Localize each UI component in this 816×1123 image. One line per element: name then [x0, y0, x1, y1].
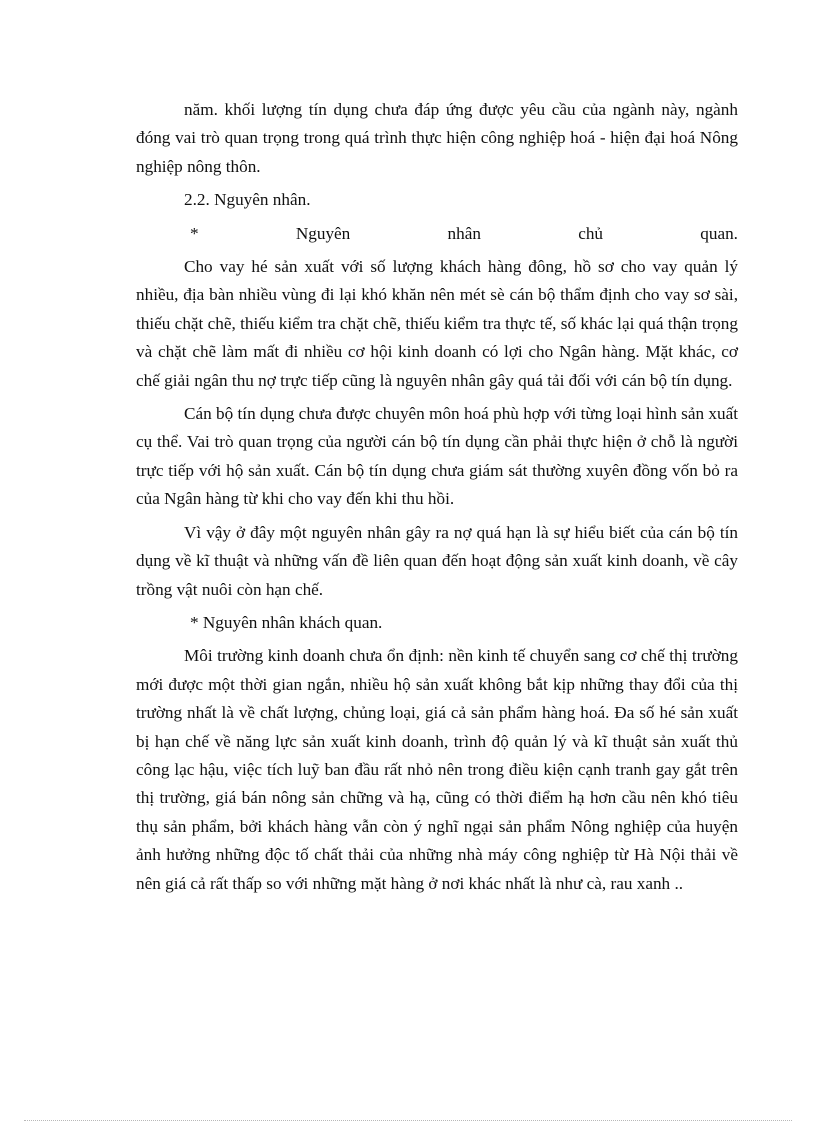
- bullet-asterisk: *: [190, 223, 199, 243]
- objective-cause-heading: * Nguyên nhân khách quan.: [190, 612, 383, 632]
- document-body: [136, 96, 738, 903]
- paragraph-subjective-1: Cho vay hé sản xuất với số lượng khách hàng đông, hồ sơ cho vay quản lý nhiều, địa bàn nhiều vùng đi lại khó khăn nên mét sè cán bộ thẩm định cho vay sơ sài, thiếu chặt chẽ, thiếu kiểm tra chặt chẽ, thiếu kiểm tra thực tế, số khác lại quá thận trọng và chặt chẽ làm mất đi nhiều cơ hội kinh doanh có lợi cho Ngân hàng. Mặt khác, cơ chế giải ngân thu nợ trực tiếp cũng là nguyên nhân gây quá tải đối với cán bộ tín dụng.: [136, 257, 738, 390]
- paragraph-subjective-2: Cán bộ tín dụng chưa được chuyên môn hoá phù hợp với từng loại hình sản xuất cụ thể. Vai trò quan trọng của người cán bộ tín dụng cần phải thực hiện ở chỗ là người trực tiếp với hộ sản xuất. Cán bộ tín dụng chưa giám sát thường xuyên đồng vốn bỏ ra của Ngân hàng từ khi cho vay đến khi thu hồi.: [136, 404, 738, 509]
- heading-word: quan.: [700, 223, 738, 243]
- paragraph-subjective-3: Vì vậy ở đây một nguyên nhân gây ra nợ quá hạn là sự hiểu biết của cán bộ tín dụng về kĩ thuật và những vấn đề liên quan đến hoạt động sản xuất kinh doanh, về cây trồng vật nuôi còn hạn chế.: [136, 522, 738, 599]
- heading-word: nhân: [447, 223, 481, 243]
- paragraph-objective-1: Môi trường kinh doanh chưa ổn định: nền kinh tế chuyển sang cơ chế thị trường mới được một thời gian ngắn, nhiều hộ sản xuất không bắt kịp những thay đổi của thị trường nhất là về chất lượng, chủng loại, giá cả sản phẩm hàng hoá. Đa số hé sản xuất bị hạn chế về năng lực sản xuất kinh doanh, trình độ quản lý và kĩ thuật sản xuất thủ công lạc hậu, việc tích luỹ ban đầu rất nhỏ nên trong điều kiện cạnh tranh gay gắt trên thị trường, giá bán nông sản chững và hạ, cũng có thời điểm hạ hơn cầu nên khó tiêu thụ sản phẩm, bởi khách hàng vẫn còn ý nghĩ ngại sản phẩm Nông nghiệp của huyện ảnh hưởng những độc tố chất thải của những nhà máy công nghiệp từ Hà Nội thải về nên giá cả rất thấp so với những mặt hàng ở nơi khác nhất là như cà, rau xanh ..: [136, 646, 738, 893]
- paragraph-continuation: năm. khối lượng tín dụng chưa đáp ứng được yêu cầu của ngành này, ngành đóng vai trò quan trọng trong quá trình thực hiện công nghiệp hoá - hiện đại hoá Nông nghiệp nông thôn.: [136, 100, 738, 176]
- section-heading-2-2: 2.2. Nguyên nhân.: [184, 190, 311, 210]
- heading-word: chủ: [578, 223, 604, 243]
- subjective-cause-heading: [136, 220, 738, 248]
- page-bottom-divider: [24, 1120, 792, 1121]
- heading-word: Nguyên: [295, 223, 351, 243]
